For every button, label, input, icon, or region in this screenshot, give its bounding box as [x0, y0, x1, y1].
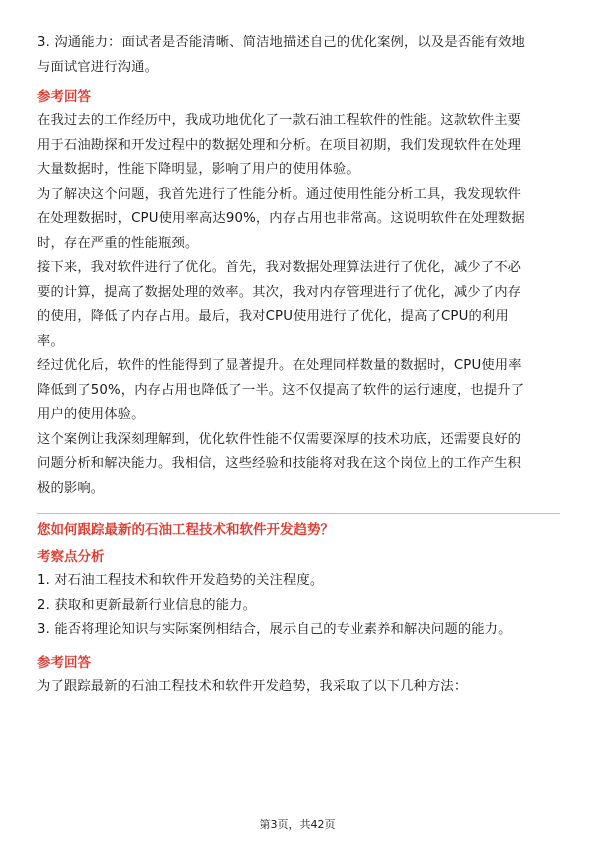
analysis-point: 3. 能否将理论知识与实际案例相结合，展示自己的专业素养和解决问题的能力。	[37, 622, 512, 637]
answer1-line: 要的计算，提高了数据处理的效率。其次，我对内存管理进行了优化，减少了内存	[37, 284, 522, 300]
page-number: 第3页，共42页	[259, 818, 336, 831]
intro-point-3-line1: 3. 沟通能力：面试者是否能清晰、简洁地描述自己的优化案例，以及是否能有效地	[37, 35, 526, 50]
answer1-line: 在我过去的工作经历中，我成功地优化了一款石油工程软件的性能。这款软件主要	[37, 113, 522, 128]
intro-point-3-line2: 与面试官进行沟通。	[37, 59, 159, 75]
answer1-line: 极的影响。	[37, 480, 105, 496]
answer1-line: 在处理数据时，CPU使用率高达90%，内存占用也非常高。这说明软件在处理数据	[37, 211, 525, 226]
answer1-line: 时，存在严重的性能瓶颈。	[37, 235, 199, 251]
analysis-point: 1. 对石油工程技术和软件开发趋势的关注程度。	[37, 573, 324, 588]
answer1-heading: 参考回答	[37, 89, 91, 105]
answer2-line: 为了跟踪最新的石油工程技术和软件开发趋势，我采取了以下几种方法：	[37, 678, 468, 694]
answer1-line: 经过优化后，软件的性能得到了显著提升。在处理同样数量的数据时，CPU使用率	[37, 358, 522, 373]
question-title: 您如何跟踪最新的石油工程技术和软件开发趋势？	[37, 522, 334, 538]
analysis-points	[37, 569, 560, 643]
answer1-line: 问题分析和解决能力。我相信，这些经验和技能将对我在这个岗位上的工作产生积	[37, 456, 522, 471]
answer1-line: 用户的使用体验。	[37, 407, 145, 422]
analysis-heading: 考察点分析	[37, 549, 105, 565]
answer1-line: 降低到了50%，内存占用也降低了一半。这不仅提高了软件的运行速度，也提升了	[37, 382, 525, 398]
document-page	[37, 0, 560, 699]
answer1-line: 大量数据时，性能下降明显，影响了用户的使用体验。	[37, 162, 360, 177]
answer1-line: 的使用，降低了内存占用。最后，我对CPU使用进行了优化，提高了CPU的利用	[37, 309, 509, 324]
answer1-line: 用于石油勘探和开发过程中的数据处理和分析。在项目初期，我们发现软件在处理	[37, 137, 522, 153]
answer2-heading: 参考回答	[37, 654, 91, 671]
analysis-point: 2. 获取和更新最新行业信息的能力。	[37, 597, 257, 613]
answer1-line: 为了解决这个问题，我首先进行了性能分析。通过使用性能分析工具，我发现软件	[37, 186, 522, 202]
answer1-line: 率。	[37, 333, 64, 349]
answer1-line: 这个案例让我深刻理解到，优化软件性能不仅需要深厚的技术功底，还需要良好的	[37, 431, 522, 447]
answer1-body	[37, 109, 560, 501]
answer1-line: 接下来，我对软件进行了优化。首先，我对数据处理算法进行了优化，减少了不必	[37, 260, 522, 275]
